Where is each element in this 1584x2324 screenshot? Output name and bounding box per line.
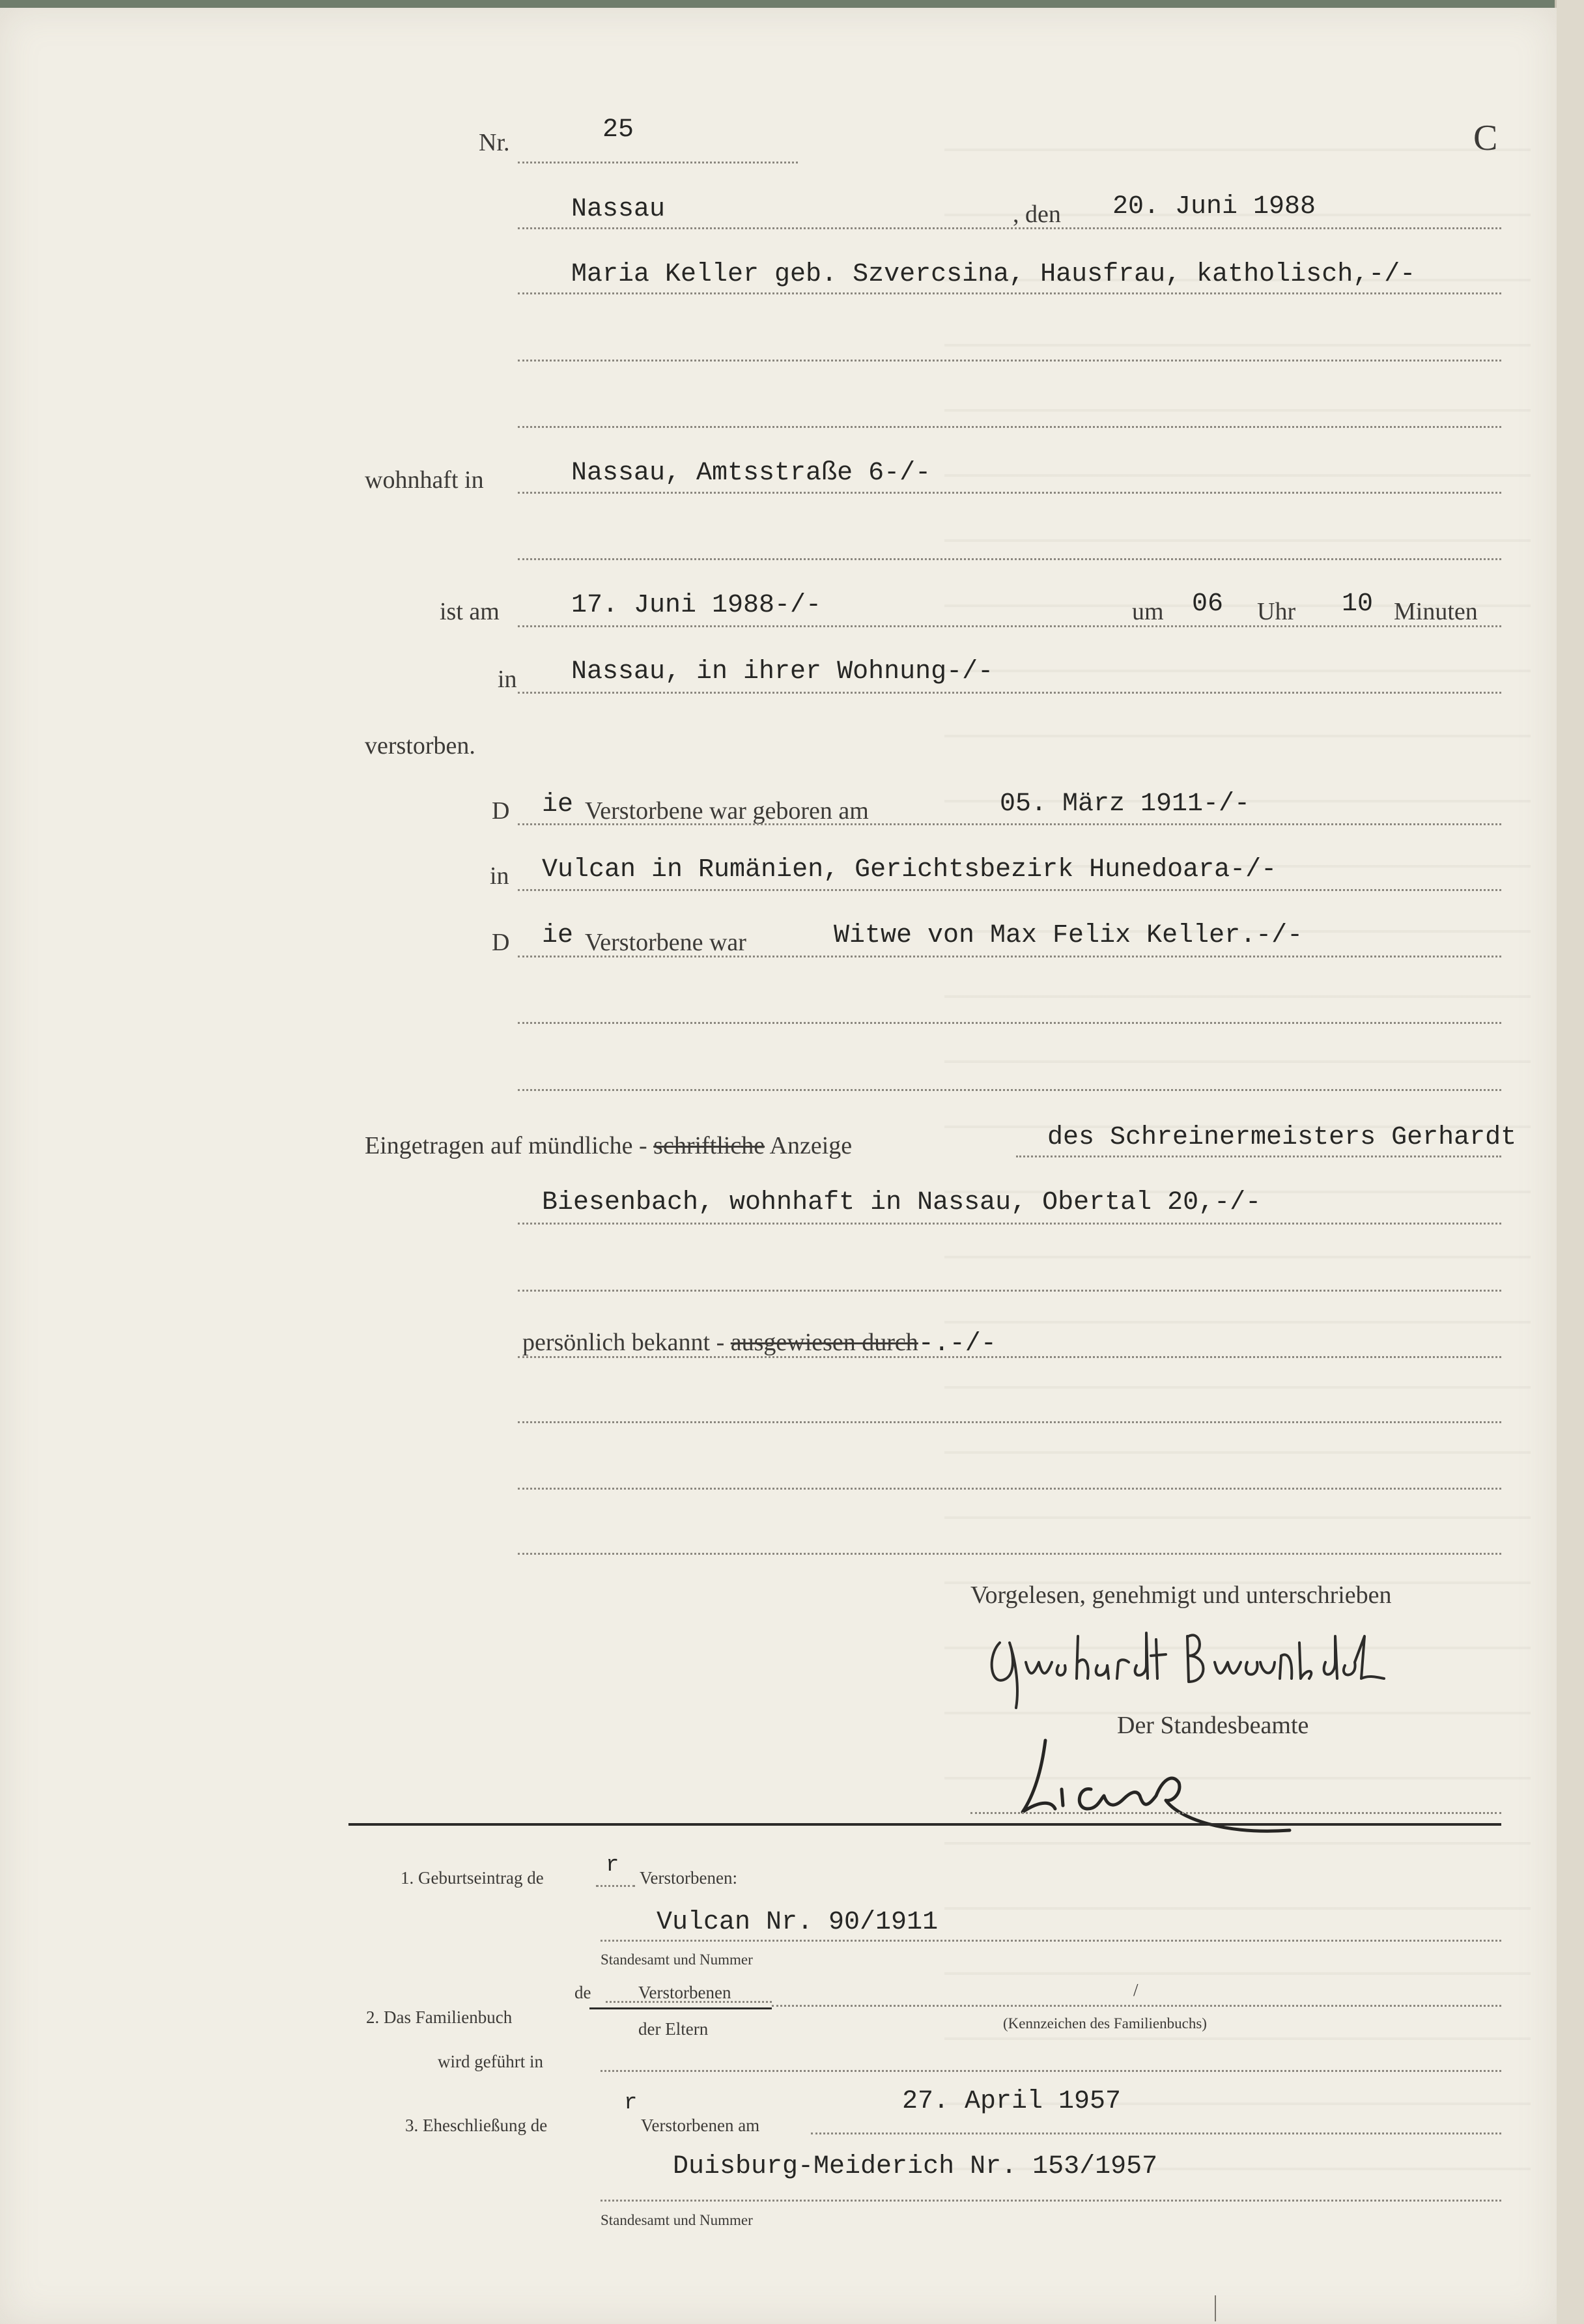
- folder-edge-top: [0, 0, 1584, 8]
- minutes-value: 10: [1342, 589, 1374, 619]
- status-d-letter: D: [492, 929, 510, 956]
- line-death-place: [518, 692, 1501, 694]
- verstorben-label: verstorben.: [365, 732, 475, 759]
- eingetragen-post: Anzeige: [769, 1132, 853, 1159]
- status-ie-typed: ie: [542, 921, 574, 950]
- line-blank-1: [518, 360, 1501, 361]
- status-value: Witwe von Max Felix Keller.-/-: [834, 921, 1303, 950]
- line-birth-registry: [601, 1940, 1501, 1942]
- standesamt-nummer-caption-2: Standesamt und Nummer: [601, 2212, 753, 2228]
- item2-slash: /: [1133, 1980, 1138, 2000]
- hour-value: 06: [1192, 589, 1224, 619]
- birth-ie-typed: ie: [542, 790, 574, 819]
- item2-verstorbenen: Verstorbenen: [638, 1983, 731, 2002]
- birth-registry-value: Vulcan Nr. 90/1911: [657, 1908, 939, 1937]
- informant-line2: Biesenbach, wohnhaft in Nassau, Obertal 20,-/-: [542, 1188, 1262, 1217]
- line-residence: [518, 492, 1501, 494]
- standesbeamte-label: Der Standesbeamte: [1117, 1712, 1309, 1739]
- folder-edge-right: [1555, 0, 1584, 2324]
- marriage-registry-value: Duisburg-Meiderich Nr. 153/1957: [673, 2152, 1158, 2181]
- minuten-label: Minuten: [1394, 598, 1478, 625]
- line-marriage-date: [811, 2133, 1501, 2134]
- line-blank-7: [518, 1421, 1501, 1423]
- birth-in-label: in: [490, 862, 509, 890]
- eingetragen-label: [365, 1133, 852, 1158]
- section-separator: [348, 1823, 1501, 1826]
- bekannt-pre: persönlich bekannt -: [522, 1329, 725, 1356]
- status-label: Verstorbene war: [585, 929, 746, 956]
- line-familienbuch: [772, 2005, 1501, 2007]
- line-informant-1: [1016, 1155, 1501, 1157]
- item2-eltern: der Eltern: [638, 2019, 709, 2039]
- death-place-value: Nassau, in ihrer Wohnung-/-: [571, 657, 994, 687]
- bekannt-struck: ausgewiesen durch: [730, 1329, 918, 1356]
- ist-am-label: ist am: [440, 598, 500, 625]
- place-value: Nassau: [571, 195, 666, 224]
- line-item2-verstorbenen: [606, 2001, 772, 2003]
- line-status: [518, 956, 1501, 957]
- line-item1-de: [596, 1885, 635, 1887]
- line-informant-2: [518, 1223, 1501, 1225]
- line-bekannt: [518, 1356, 1501, 1358]
- entry-number: 25: [602, 115, 634, 145]
- kennzeichen-caption: (Kennzeichen des Familienbuchs): [1003, 2015, 1207, 2032]
- line-registrar-signature: [970, 1812, 1501, 1814]
- death-register-page: [0, 8, 1557, 2324]
- line-declarant: [518, 292, 1501, 294]
- uhr-label: Uhr: [1257, 598, 1296, 625]
- standesamt-nummer-caption: Standesamt und Nummer: [601, 1951, 753, 1968]
- item3-r: r: [624, 2091, 638, 2116]
- line-blank-6: [518, 1290, 1501, 1292]
- registrar-signature: [1016, 1727, 1329, 1858]
- item3-label: 3. Eheschließung de: [405, 2116, 548, 2135]
- birth-place-value: Vulcan in Rumänien, Gerichtsbezirk Hunedoara-/-: [542, 855, 1277, 885]
- declarant-value: Maria Keller geb. Szvercsina, Hausfrau, katholisch,-/-: [571, 260, 1416, 289]
- line-death-date: [518, 625, 1501, 627]
- informant-signature: [980, 1617, 1430, 1714]
- line-blank-4: [518, 1022, 1501, 1024]
- line-place-date: [518, 227, 1501, 229]
- um-label: um: [1132, 598, 1164, 625]
- eingetragen-pre: Eingetragen auf mündliche -: [365, 1132, 647, 1159]
- bekannt-post: -.-/-: [918, 1329, 997, 1359]
- birth-label: Verstorbene war geboren am: [585, 797, 869, 825]
- line-blank-2: [518, 426, 1501, 428]
- item2-de: de: [574, 1983, 591, 2002]
- binding-mark: [1215, 2295, 1216, 2321]
- line-blank-5: [518, 1089, 1501, 1091]
- line-wird-gefuehrt: [601, 2070, 1501, 2072]
- wohnhaft-label: wohnhaft in: [365, 466, 484, 494]
- den-label: , den: [1013, 201, 1061, 228]
- informant-line1: des Schreinermeisters Gerhardt: [1047, 1123, 1517, 1152]
- line-blank-9: [518, 1553, 1501, 1555]
- nr-underline: [518, 162, 798, 163]
- eingetragen-struck: schriftliche: [653, 1132, 765, 1159]
- line-marriage-registry: [601, 2200, 1501, 2202]
- bekannt-label: [522, 1330, 997, 1357]
- date-value: 20. Juni 1988: [1112, 192, 1316, 221]
- line-birth-place: [518, 889, 1501, 891]
- in-label: in: [498, 666, 517, 693]
- line-blank-8: [518, 1488, 1501, 1490]
- form-letter: C: [1473, 118, 1498, 158]
- item1-r: r: [606, 1853, 619, 1878]
- line-blank-3: [518, 558, 1501, 560]
- item1-suffix: Verstorbenen:: [640, 1868, 737, 1888]
- fraction-bar: [589, 2007, 772, 2009]
- item1-label: 1. Geburtseintrag de: [401, 1868, 544, 1888]
- item2-label: 2. Das Familienbuch: [366, 2007, 513, 2027]
- nr-label: Nr.: [479, 129, 510, 156]
- line-birth-date: [518, 823, 1501, 825]
- item3-suffix: Verstorbenen am: [641, 2116, 760, 2135]
- wird-gefuehrt-label: wird geführt in: [438, 2052, 543, 2071]
- vorgelesen-text: Vorgelesen, genehmigt und unterschrieben: [970, 1581, 1392, 1609]
- birth-d-letter: D: [492, 797, 510, 825]
- birth-date-value: 05. März 1911-/-: [1000, 789, 1251, 819]
- marriage-date-value: 27. April 1957: [902, 2087, 1122, 2116]
- death-date-value: 17. Juni 1988-/-: [571, 591, 822, 620]
- residence-value: Nassau, Amtsstraße 6-/-: [571, 459, 931, 488]
